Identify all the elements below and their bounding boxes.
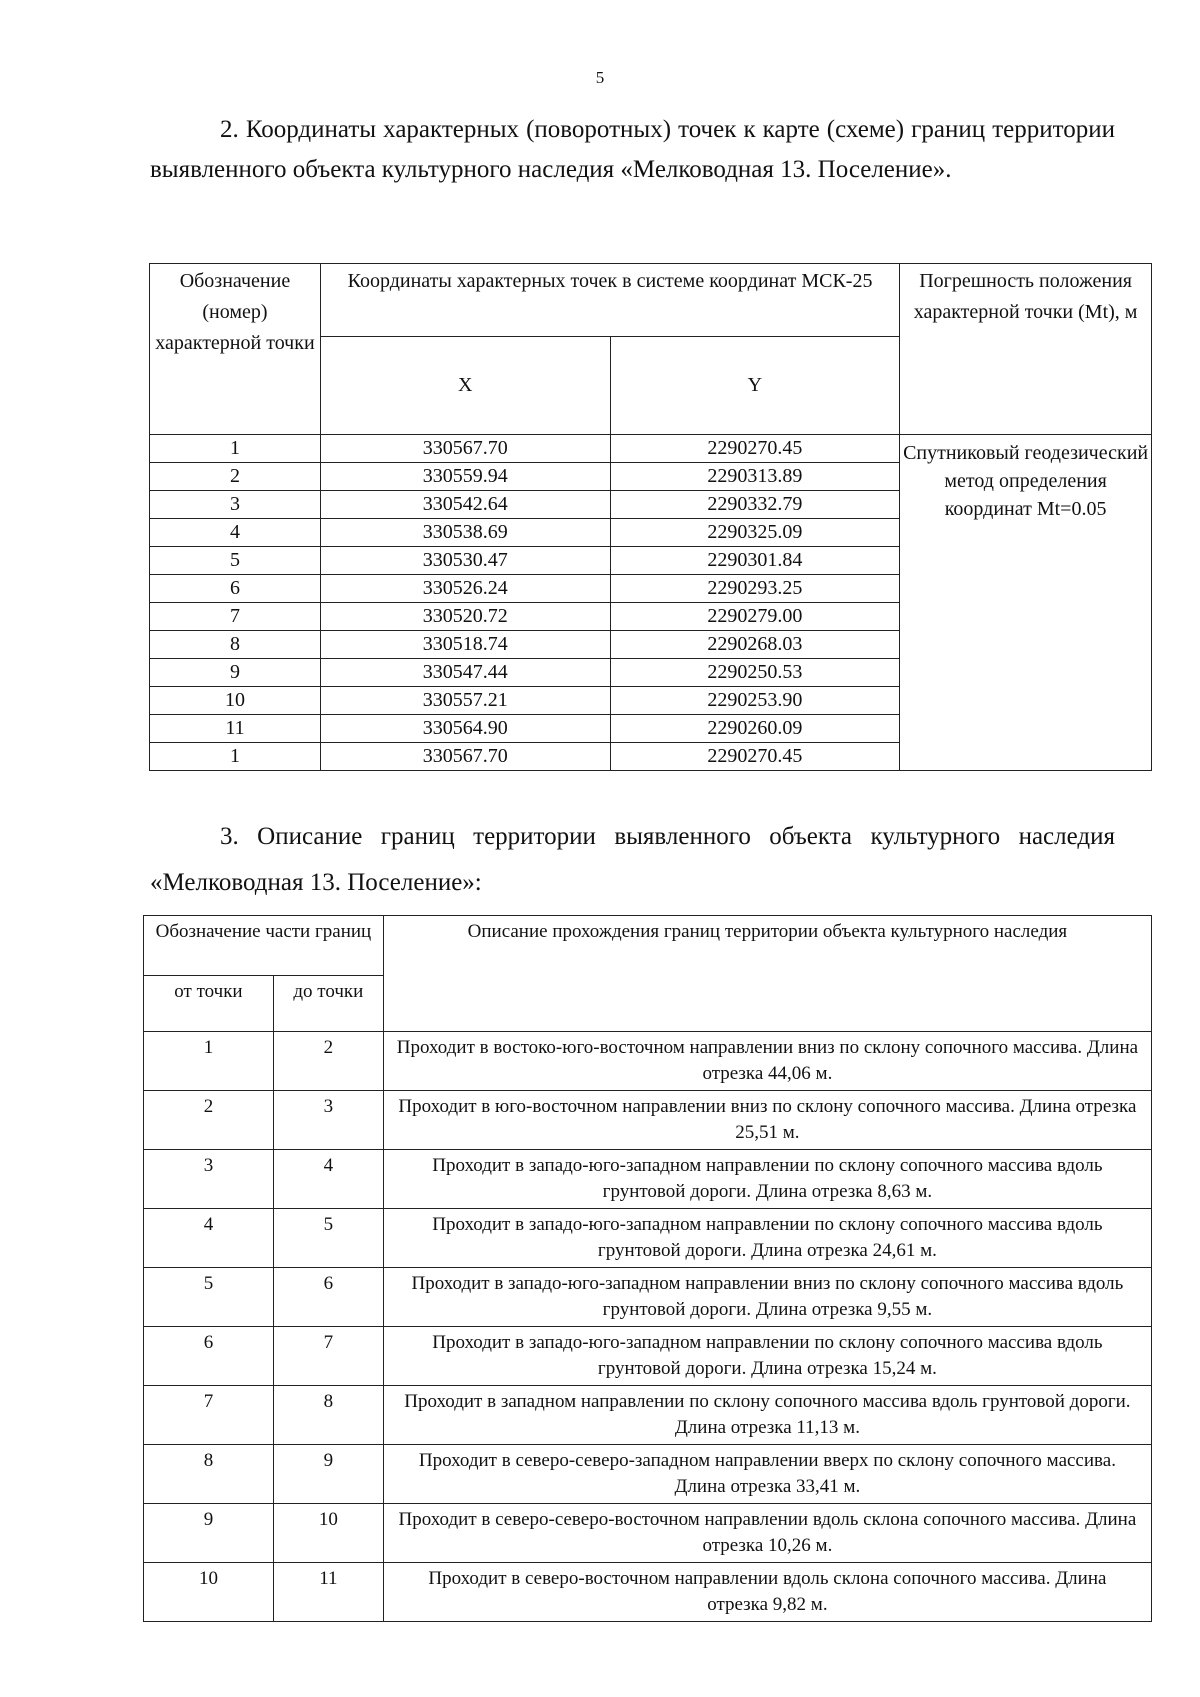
page-number: 5 <box>595 68 605 87</box>
segment-description: Проходит в западо-юго-западном направлении вниз по склону сопочного массива вдоль грунтовой дороги. Длина отрезка 9,55 м. <box>383 1268 1151 1327</box>
table-row <box>144 1445 1152 1504</box>
to-point: 8 <box>273 1386 383 1445</box>
point-number: 2 <box>150 463 321 491</box>
coord-y: 2290268.03 <box>610 631 900 659</box>
coordinates-table <box>149 263 1152 771</box>
coord-x: 330542.64 <box>320 491 610 519</box>
coord-y: 2290253.90 <box>610 687 900 715</box>
table-row <box>144 1327 1152 1386</box>
segment-description: Проходит в западо-юго-западном направлении по склону сопочного массива вдоль грунтовой дороги. Длина отрезка 15,24 м. <box>383 1327 1151 1386</box>
table-row <box>144 1032 1152 1091</box>
point-number: 6 <box>150 575 321 603</box>
point-number: 4 <box>150 519 321 547</box>
coord-x: 330557.21 <box>320 687 610 715</box>
header-x: X <box>320 337 610 435</box>
table-row <box>144 1386 1152 1445</box>
segment-description: Проходит в западном направлении по склону сопочного массива вдоль грунтовой дороги. Длина отрезка 11,13 м. <box>383 1386 1151 1445</box>
coord-x: 330526.24 <box>320 575 610 603</box>
coord-x: 330518.74 <box>320 631 610 659</box>
to-point: 2 <box>273 1032 383 1091</box>
from-point: 3 <box>144 1150 274 1209</box>
table-row <box>144 1504 1152 1563</box>
from-point: 9 <box>144 1504 274 1563</box>
coord-y: 2290260.09 <box>610 715 900 743</box>
from-point: 4 <box>144 1209 274 1268</box>
to-point: 4 <box>273 1150 383 1209</box>
point-number: 5 <box>150 547 321 575</box>
segment-description: Проходит в востоко-юго-восточном направлении вниз по склону сопочного массива. Длина отрезка 44,06 м. <box>383 1032 1151 1091</box>
section-3-heading: 3. Описание границ территории выявленного объекта культурного наследия «Мелководная 13. Поселение»: <box>150 823 1115 896</box>
point-number: 11 <box>150 715 321 743</box>
point-number: 8 <box>150 631 321 659</box>
table-row <box>144 1563 1152 1622</box>
segment-description: Проходит в западо-юго-западном направлении по склону сопочного массива вдоль грунтовой дороги. Длина отрезка 24,61 м. <box>383 1209 1151 1268</box>
table-row <box>144 1091 1152 1150</box>
coord-x: 330520.72 <box>320 603 610 631</box>
from-point: 2 <box>144 1091 274 1150</box>
point-number: 10 <box>150 687 321 715</box>
to-point: 11 <box>273 1563 383 1622</box>
table-row <box>150 435 1152 463</box>
coord-x: 330564.90 <box>320 715 610 743</box>
measurement-method: Спутниковый геодезический метод определения координат Mt=0.05 <box>900 435 1152 771</box>
boundary-description-table <box>143 915 1152 1622</box>
from-point: 5 <box>144 1268 274 1327</box>
from-point: 10 <box>144 1563 274 1622</box>
coord-x: 330547.44 <box>320 659 610 687</box>
coord-x: 330530.47 <box>320 547 610 575</box>
point-number: 1 <box>150 435 321 463</box>
to-point: 10 <box>273 1504 383 1563</box>
table-row <box>144 1209 1152 1268</box>
header-description: Описание прохождения границ территории объекта культурного наследия <box>383 916 1151 1032</box>
to-point: 5 <box>273 1209 383 1268</box>
header-y: Y <box>610 337 900 435</box>
from-point: 8 <box>144 1445 274 1504</box>
to-point: 7 <box>273 1327 383 1386</box>
header-to-point: до точки <box>273 976 383 1032</box>
segment-description: Проходит в северо-северо-западном направлении вверх по склону сопочного массива. Длина отрезка 33,41 м. <box>383 1445 1151 1504</box>
coord-x: 330559.94 <box>320 463 610 491</box>
header-boundary-part: Обозначение части границ <box>144 916 384 976</box>
header-error: Погрешность положения характерной точки (Mt), м <box>900 264 1152 435</box>
header-designation: Обозначение (номер) характерной точки <box>150 264 321 435</box>
table-row <box>144 1268 1152 1327</box>
from-point: 1 <box>144 1032 274 1091</box>
segment-description: Проходит в северо-восточном направлении вдоль склона сопочного массива. Длина отрезка 9,82 м. <box>383 1563 1151 1622</box>
table-row <box>144 1150 1152 1209</box>
to-point: 6 <box>273 1268 383 1327</box>
segment-description: Проходит в юго-восточном направлении вниз по склону сопочного массива. Длина отрезка 25,51 м. <box>383 1091 1151 1150</box>
section-2-heading: 2. Координаты характерных (поворотных) точек к карте (схеме) границ территории выявленного объекта культурного наследия «Мелководная 13. Поселение». <box>150 116 1115 183</box>
point-number: 3 <box>150 491 321 519</box>
coord-y: 2290332.79 <box>610 491 900 519</box>
to-point: 9 <box>273 1445 383 1504</box>
header-coordinates: Координаты характерных точек в системе координат МСК-25 <box>320 264 899 337</box>
coord-y: 2290250.53 <box>610 659 900 687</box>
coord-y: 2290313.89 <box>610 463 900 491</box>
point-number: 1 <box>150 743 321 771</box>
coord-y: 2290270.45 <box>610 743 900 771</box>
to-point: 3 <box>273 1091 383 1150</box>
coord-y: 2290270.45 <box>610 435 900 463</box>
coord-x: 330567.70 <box>320 743 610 771</box>
coord-y: 2290293.25 <box>610 575 900 603</box>
segment-description: Проходит в северо-северо-восточном направлении вдоль склона сопочного массива. Длина отрезка 10,26 м. <box>383 1504 1151 1563</box>
coord-y: 2290301.84 <box>610 547 900 575</box>
coord-x: 330538.69 <box>320 519 610 547</box>
coord-x: 330567.70 <box>320 435 610 463</box>
point-number: 7 <box>150 603 321 631</box>
coord-y: 2290325.09 <box>610 519 900 547</box>
segment-description: Проходит в западо-юго-западном направлении по склону сопочного массива вдоль грунтовой дороги. Длина отрезка 8,63 м. <box>383 1150 1151 1209</box>
point-number: 9 <box>150 659 321 687</box>
header-from-point: от точки <box>144 976 274 1032</box>
coord-y: 2290279.00 <box>610 603 900 631</box>
from-point: 6 <box>144 1327 274 1386</box>
from-point: 7 <box>144 1386 274 1445</box>
